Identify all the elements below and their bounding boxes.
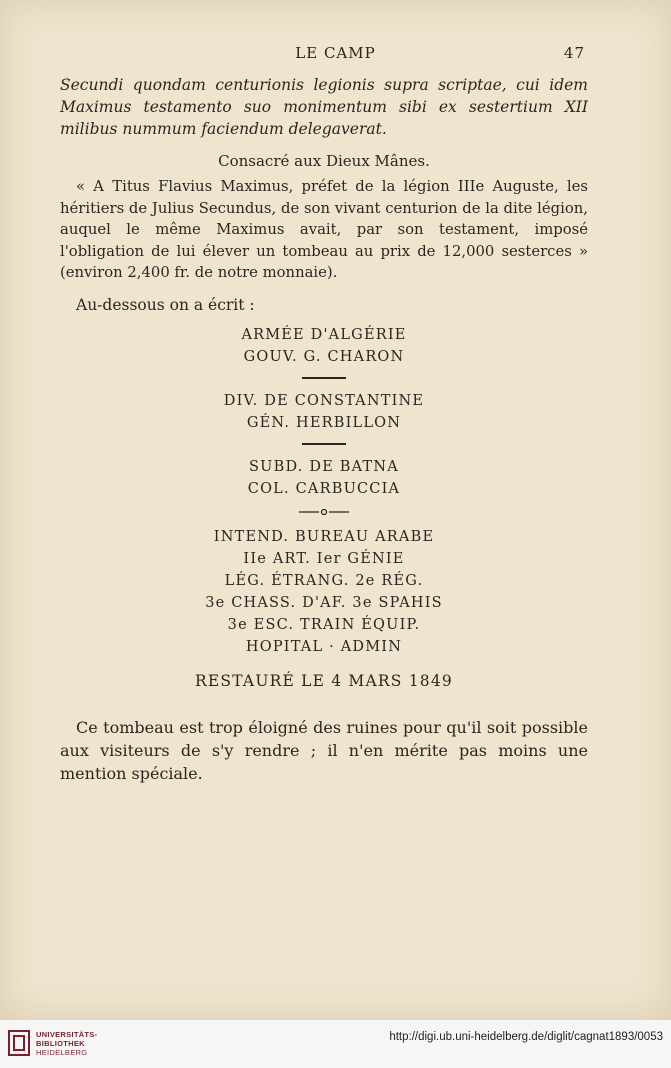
inscription-line: LÉG. ÉTRANG. 2e RÉG.	[224, 572, 424, 589]
inscription-line: DIV. DE CONSTANTINE	[223, 392, 425, 409]
inscription-line: 3e ESC. TRAIN ÉQUIP.	[227, 616, 421, 633]
inscription-line: GOUV. G. CHARON	[243, 348, 405, 365]
consacre-line: Consacré aux Dieux Mânes.	[218, 152, 430, 170]
page-number: 47	[563, 44, 585, 62]
running-title: LE CAMP	[295, 44, 376, 62]
final-paragraph: Ce tombeau est trop éloigné des ruines pour qu'il soit possible aux visiteurs de s'y rendre ; il n'en mérite pas moins une mention spéciale.	[60, 717, 588, 783]
inscription-line: 3e CHASS. D'AF. 3e SPAHIS	[205, 594, 443, 611]
inscription-line: HOPITAL · ADMIN	[245, 638, 403, 655]
restaure-line: RESTAURÉ LE 4 MARS 1849	[195, 671, 453, 690]
library-logo-text: UNIVERSITÄTS- BIBLIOTHEK HEIDELBERG	[36, 1030, 98, 1057]
inscription-line: INTEND. BUREAU ARABE	[213, 528, 435, 545]
inscription-line: COL. CARBUCCIA	[247, 480, 401, 497]
separator-rule	[302, 443, 346, 445]
page-content	[60, 74, 588, 785]
au-dessous-line: Au-dessous on a écrit :	[76, 295, 255, 314]
viewer-footer	[0, 1019, 671, 1068]
permalink-url[interactable]: http://digi.ub.uni-heidelberg.de/diglit/cagnat1893/0053	[389, 1031, 663, 1043]
inscription-line: SUBD. DE BATNA	[249, 458, 399, 475]
latin-inscription-text: Secundi quondam centurionis legionis supra scriptae, cui idem Maximus testamento suo monimentum sibi ex sestertium XII milibus nummum faciendum delegaverat.	[60, 76, 588, 138]
ornament-divider	[297, 507, 351, 517]
inscription-line: ARMÉE D'ALGÉRIE	[241, 326, 407, 343]
inscription-line: IIe ART. Ier GÉNIE	[243, 550, 405, 567]
translation-paragraph: « A Titus Flavius Maximus, préfet de la légion IIIe Auguste, les héritiers de Julius Secundus, de son vivant centurion de la dite légion, auquel le même Maximus avait, par son testament, imposé l'obligation de lui élever un tombeau au prix de 12,000 sesterces » (environ 2,400 fr. de notre monnaie).	[60, 178, 588, 281]
running-header	[0, 44, 671, 66]
separator-rule	[302, 377, 346, 379]
inscription-block	[60, 324, 588, 658]
inscription-line: GÉN. HERBILLON	[246, 414, 402, 431]
library-logo-icon	[8, 1030, 30, 1056]
